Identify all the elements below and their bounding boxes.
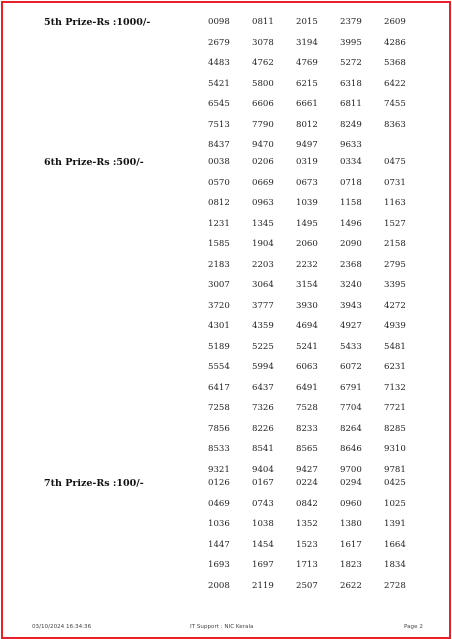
winning-number: 2119: [252, 580, 274, 591]
number-row: [0, 79, 452, 101]
winning-number: 1523: [296, 539, 318, 550]
winning-number: 2728: [384, 580, 406, 591]
winning-number: 9427: [296, 464, 318, 475]
winning-number: 2015: [296, 17, 318, 27]
winning-number: 5481: [384, 341, 406, 352]
winning-number: 0038: [208, 157, 230, 167]
winning-number: 6811: [340, 99, 362, 109]
winning-number: 5800: [252, 78, 274, 89]
winning-number: 2379: [340, 17, 362, 27]
footer-support: IT Support : NIC Kerala: [190, 624, 254, 630]
winning-number: 6545: [208, 99, 230, 109]
winning-number: 0963: [252, 198, 274, 208]
number-row: [0, 321, 452, 343]
winning-number: 4927: [340, 321, 362, 331]
winning-number: 6231: [384, 362, 406, 372]
winning-number: 6318: [340, 78, 362, 89]
winning-number: 1345: [252, 218, 274, 229]
winning-number: 8264: [340, 423, 362, 434]
winning-number: 6072: [340, 362, 362, 372]
number-row: [0, 519, 452, 541]
winning-number: 8285: [384, 423, 406, 434]
winning-number: 4939: [384, 321, 406, 331]
winning-number: 4483: [208, 58, 230, 68]
winning-number: 9470: [252, 140, 274, 150]
winning-number: 1163: [384, 198, 406, 208]
number-row: [0, 178, 452, 200]
winning-number: 8226: [252, 423, 274, 434]
winning-number: 5554: [208, 362, 230, 372]
number-row: [0, 219, 452, 241]
winning-number: 9781: [384, 464, 406, 475]
winning-number: 0669: [252, 177, 274, 188]
winning-number: 0167: [252, 478, 274, 488]
prize-title: 6th Prize-Rs :500/-: [44, 157, 144, 168]
winning-number: 0960: [340, 498, 362, 509]
winning-number: 1904: [252, 239, 274, 249]
winning-number: 0731: [384, 177, 406, 188]
winning-number: 1617: [340, 539, 362, 550]
winning-number: 0206: [252, 157, 274, 167]
winning-number: 3930: [296, 300, 318, 311]
winning-number: 4694: [296, 321, 318, 331]
winning-number: 4762: [252, 58, 274, 68]
winning-number: 7132: [384, 382, 406, 393]
winning-number: 0224: [296, 478, 318, 488]
winning-number: 1823: [340, 560, 362, 570]
footer-page-number: Page 2: [404, 624, 423, 630]
number-row: [0, 260, 452, 282]
winning-number: 6437: [252, 382, 274, 393]
winning-number: 0811: [252, 17, 274, 27]
winning-number: 1713: [296, 560, 318, 570]
winning-number: 1697: [252, 560, 274, 570]
winning-number: 7856: [208, 423, 230, 434]
winning-number: 5368: [384, 58, 406, 68]
winning-number: 1454: [252, 539, 274, 550]
winning-number: 2609: [384, 17, 406, 27]
footer-timestamp: 03/10/2024 16:34:36: [32, 624, 92, 630]
number-row: [0, 99, 452, 121]
number-row: [0, 403, 452, 425]
winning-number: 7258: [208, 403, 230, 413]
winning-number: 8533: [208, 444, 230, 454]
winning-number: 1664: [384, 539, 406, 550]
winning-number: 2679: [208, 37, 230, 48]
winning-number: 5225: [252, 341, 274, 352]
winning-number: 2622: [340, 580, 362, 591]
winning-number: 8541: [252, 444, 274, 454]
winning-number: 6491: [296, 382, 318, 393]
winning-number: 1038: [252, 519, 274, 529]
number-row: [0, 383, 452, 405]
winning-number: 0842: [296, 498, 318, 509]
winning-number: 3777: [252, 300, 274, 311]
winning-number: 3720: [208, 300, 230, 311]
winning-number: 0126: [208, 478, 230, 488]
winning-number: 8249: [340, 119, 362, 130]
number-row: [0, 342, 452, 364]
winning-number: 1231: [208, 218, 230, 229]
winning-number: 3194: [296, 37, 318, 48]
winning-number: 8363: [384, 119, 406, 130]
number-row: [0, 198, 452, 220]
winning-number: 6417: [208, 382, 230, 393]
winning-number: 1834: [384, 560, 406, 570]
number-row: [0, 280, 452, 302]
winning-number: 3995: [340, 37, 362, 48]
winning-number: 1158: [340, 198, 362, 208]
winning-number: 9700: [340, 464, 362, 475]
winning-number: 0475: [384, 157, 406, 167]
winning-number: 6661: [296, 99, 318, 109]
winning-number: 8437: [208, 140, 230, 150]
prize-title: 7th Prize-Rs :100/-: [44, 478, 144, 489]
winning-number: 7704: [340, 403, 362, 413]
number-row: [0, 581, 452, 603]
winning-number: 7455: [384, 99, 406, 109]
winning-number: 1352: [296, 519, 318, 529]
winning-number: 8646: [340, 444, 362, 454]
winning-number: 5241: [296, 341, 318, 352]
winning-number: 3154: [296, 280, 318, 290]
winning-number: 4769: [296, 58, 318, 68]
winning-number: 0425: [384, 478, 406, 488]
winning-number: 7528: [296, 403, 318, 413]
winning-number: 3078: [252, 37, 274, 48]
winning-number: 4272: [384, 300, 406, 311]
winning-number: 3395: [384, 280, 406, 290]
winning-number: 4286: [384, 37, 406, 48]
number-row: [0, 560, 452, 582]
winning-number: 2183: [208, 259, 230, 270]
winning-number: 1447: [208, 539, 230, 550]
number-row: [0, 362, 452, 384]
winning-number: 2158: [384, 239, 406, 249]
winning-number: 5272: [340, 58, 362, 68]
winning-number: 9404: [252, 464, 274, 475]
winning-number: 0570: [208, 177, 230, 188]
winning-number: 5994: [252, 362, 274, 372]
winning-number: 9633: [340, 140, 362, 150]
winning-number: 5433: [340, 341, 362, 352]
winning-number: 8565: [296, 444, 318, 454]
winning-number: 2060: [296, 239, 318, 249]
number-row: [0, 17, 452, 39]
winning-number: 1496: [340, 218, 362, 229]
number-row: [0, 499, 452, 521]
winning-number: 7326: [252, 403, 274, 413]
winning-number: 1391: [384, 519, 406, 529]
winning-number: 6063: [296, 362, 318, 372]
number-row: [0, 120, 452, 142]
winning-number: 2795: [384, 259, 406, 270]
winning-number: 9310: [384, 444, 406, 454]
winning-number: 1693: [208, 560, 230, 570]
winning-number: 2090: [340, 239, 362, 249]
number-row: [0, 38, 452, 60]
winning-number: 7721: [384, 403, 406, 413]
winning-number: 3064: [252, 280, 274, 290]
winning-number: 0294: [340, 478, 362, 488]
winning-number: 9321: [208, 464, 230, 475]
winning-number: 3943: [340, 300, 362, 311]
winning-number: 6791: [340, 382, 362, 393]
prize-title: 5th Prize-Rs :1000/-: [44, 17, 151, 28]
winning-number: 5189: [208, 341, 230, 352]
winning-number: 0334: [340, 157, 362, 167]
winning-number: 8233: [296, 423, 318, 434]
winning-number: 9497: [296, 140, 318, 150]
winning-number: 0718: [340, 177, 362, 188]
number-row: [0, 444, 452, 466]
winning-number: 7790: [252, 119, 274, 130]
winning-number: 7513: [208, 119, 230, 130]
winning-number: 0673: [296, 177, 318, 188]
number-row: [0, 540, 452, 562]
winning-number: 4359: [252, 321, 274, 331]
winning-number: 4301: [208, 321, 230, 331]
winning-number: 0319: [296, 157, 318, 167]
winning-number: 8012: [296, 119, 318, 130]
winning-number: 1527: [384, 218, 406, 229]
winning-number: 1495: [296, 218, 318, 229]
number-row: [0, 478, 452, 500]
winning-number: 6422: [384, 78, 406, 89]
winning-number: 1036: [208, 519, 230, 529]
number-row: [0, 424, 452, 446]
winning-number: 1380: [340, 519, 362, 529]
winning-number: 2203: [252, 259, 274, 270]
winning-number: 0743: [252, 498, 274, 509]
winning-number: 2008: [208, 580, 230, 591]
winning-number: 1585: [208, 239, 230, 249]
winning-number: 3240: [340, 280, 362, 290]
number-row: [0, 157, 452, 179]
winning-number: 0098: [208, 17, 230, 27]
winning-number: 3007: [208, 280, 230, 290]
winning-number: 6606: [252, 99, 274, 109]
winning-number: 6215: [296, 78, 318, 89]
winning-number: 1025: [384, 498, 406, 509]
winning-number: 0469: [208, 498, 230, 509]
winning-number: 1039: [296, 198, 318, 208]
winning-number: 2507: [296, 580, 318, 591]
winning-number: 2368: [340, 259, 362, 270]
number-row: [0, 301, 452, 323]
winning-number: 2232: [296, 259, 318, 270]
number-row: [0, 239, 452, 261]
number-row: [0, 58, 452, 80]
winning-number: 0812: [208, 198, 230, 208]
winning-number: 5421: [208, 78, 230, 89]
